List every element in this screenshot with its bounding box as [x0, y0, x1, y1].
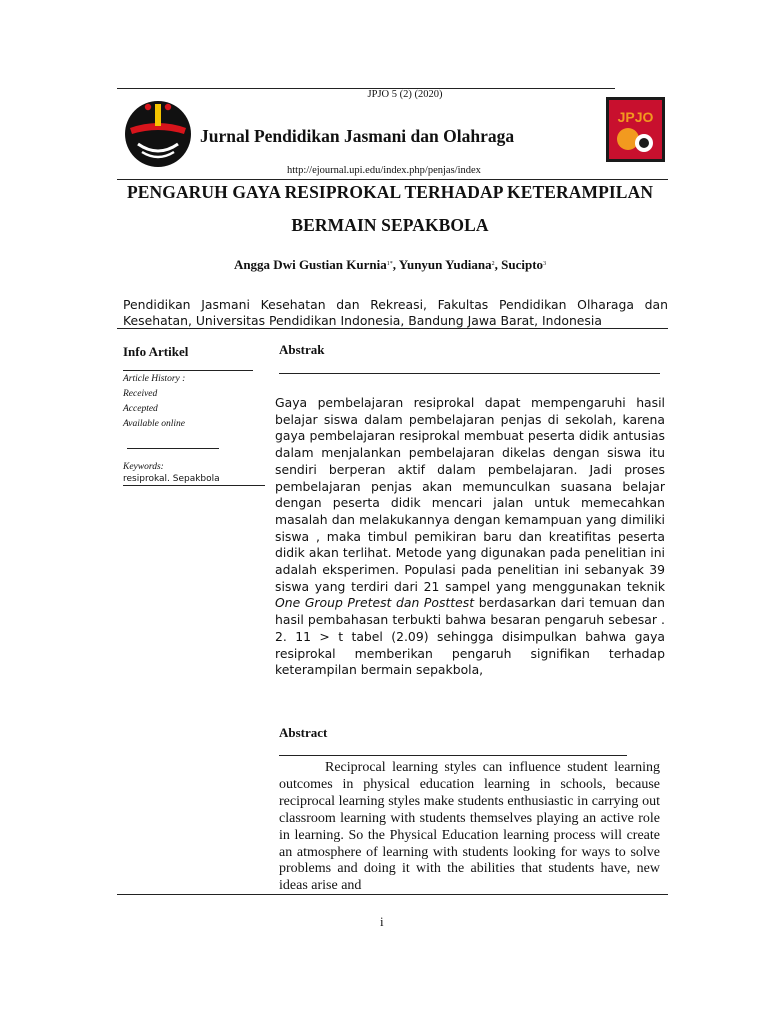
journal-name: Jurnal Pendidikan Jasmani dan Olahraga [200, 126, 515, 146]
affiliation-rule [117, 328, 668, 329]
abstrak-heading: Abstrak [279, 342, 325, 357]
available-label: Available online [123, 419, 186, 429]
title-line-2: BERMAIN SEPAKBOLA [291, 215, 489, 235]
abstract-heading: Abstract [279, 725, 328, 740]
abstrak-text-part1: Gaya pembelajaran resiprokal dapat mempengaruhi hasil belajar siswa dalam pembelajaran penjas di sekolah, karena gaya pembelajaran resiprokal membuat peserta didik antusias dalam menjalankan pembelajaran dikelas dengan siswa itu sendiri berperan aktif dalam pembelajaran. Jadi proses pembelajaran penjas akan memunculkan suasana belajar dengan peserta didik mencari jalan untuk memecahkan masalah dan melakukannya dengan kemampuan yang dimiliki siswa , maka timbul pemikiran baru dan kreatifitas peserta didik akan terlihat. Metode yang digunakan pada penelitian ini adalah eksperimen. Populasi pada penelitian ini sebanyak 39 siswa yang terdiri dari 21 sampel yang menggunakan teknik [275, 395, 665, 594]
affiliation: Pendidikan Jasmani Kesehatan dan Rekreasi, Fakultas Pendidikan Olharaga dan Kesehatan, Universitas Pendidikan Indonesia, Bandung Jawa Barat, Indonesia [123, 297, 668, 328]
abstrak-text-part2: berdasarkan dari temuan dan hasil pembahasan terbukti bahwa besaran pengaruh sebesar . 2. 11 > t tabel (2.09) sehingga disimpulkan bahwa gaya resiprokal memberikan pengaruh signifikan terhadap keterampilan bermain sepakbola, [275, 595, 666, 678]
author-mark: 3 [543, 261, 547, 267]
received-label: Received [123, 389, 158, 399]
journal-url[interactable]: http://ejournal.upi.edu/index.php/penjas/index [287, 165, 481, 176]
jpjo-logo-text: JPJO [617, 109, 654, 125]
info-heading: Info Artikel [123, 344, 189, 359]
history-rule [127, 448, 219, 449]
author-mark: 1* [386, 261, 393, 267]
abstract-rule [279, 755, 627, 756]
keywords-rule [123, 485, 265, 486]
page-number: i [380, 914, 384, 929]
abstrak-text [275, 395, 665, 679]
info-heading-rule [123, 370, 253, 371]
accepted-label: Accepted [123, 404, 158, 414]
author-list: Angga Dwi Gustian Kurnia$^{1*}$, Yunyun Yudiana$^2$, Sucipto$^3$ [233, 257, 547, 272]
article-title [110, 176, 670, 242]
keywords-label: Keywords: [123, 462, 164, 472]
author-mark: 2 [491, 261, 495, 267]
jpjo-logo [606, 97, 665, 162]
abstrak-rule [279, 373, 660, 374]
keywords-block [123, 461, 220, 485]
author-name: Sucipto [501, 257, 544, 272]
abstrak-italic-method: One Group Pretest dan Posttest [275, 595, 475, 611]
page-bottom-rule [117, 894, 668, 895]
history-label: Article History : [123, 374, 186, 384]
issue-number: JPJO 5 (2) (2020) [367, 89, 443, 100]
author-name: Angga Dwi Gustian Kurnia [233, 257, 387, 272]
author-name: Yunyun Yudiana [398, 257, 492, 272]
abstract-text: Reciprocal learning styles can influence student learning outcomes in physical education learning in schools, because reciprocal learning styles make students enthusiastic in carrying out classroom learning with students themselves playing an active role in learning. So the Physical Education learning process will create an atmosphere of learning with students looking for ways to solve problems and doing it with the abilities that students have, new ideas arise and [279, 760, 660, 894]
keywords-value: resiprokal. Sepakbola [123, 474, 220, 484]
title-line-1: PENGARUH GAYA RESIPROKAL TERHADAP KETERAMPILAN [126, 182, 654, 202]
university-logo [124, 98, 192, 168]
article-history [123, 372, 185, 432]
